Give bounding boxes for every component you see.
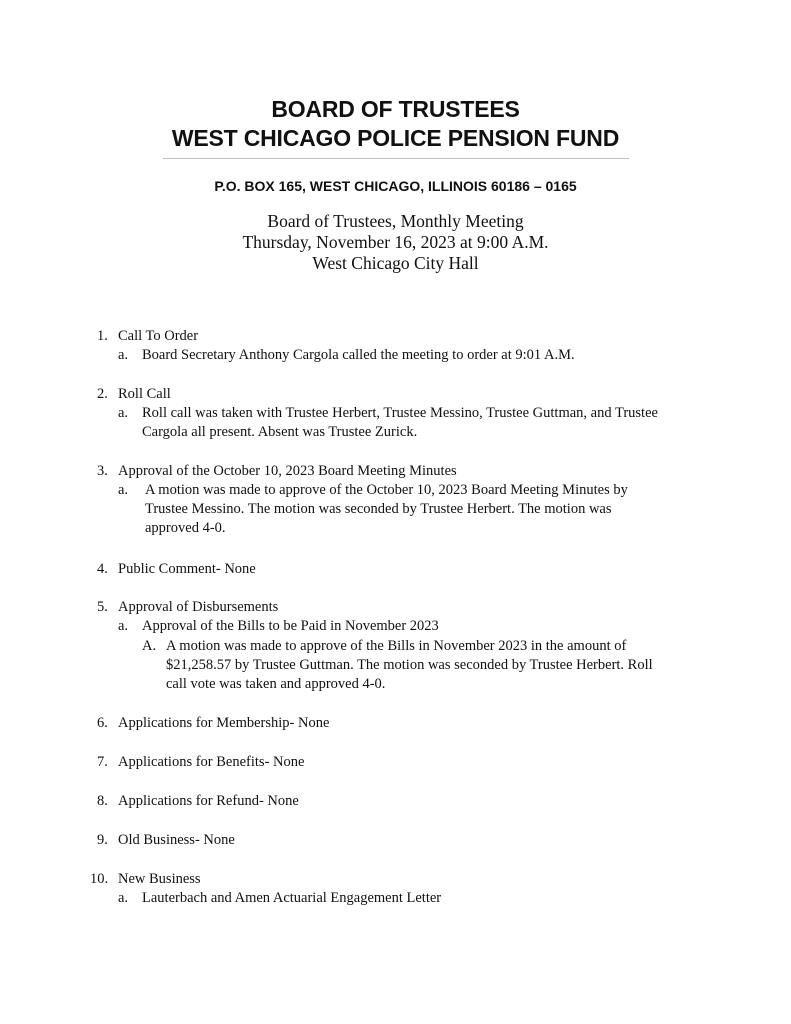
item-title-roll-call: Roll Call [118,386,171,402]
item-number: 1. [97,328,108,344]
sub-item-text: Trustee Messino. The motion was seconded by Trustee Herbert. The motion was [145,501,612,517]
sub-item-text: A motion was made to approve of the October 10, 2023 Board Meeting Minutes by [145,482,628,498]
mailing-address: P.O. BOX 165, WEST CHICAGO, ILLINOIS 60186 – 0165 [214,178,577,194]
sub-sub-item-text: A motion was made to approve of the Bills in November 2023 in the amount of [166,638,627,654]
meeting-name: Board of Trustees, Monthly Meeting [267,211,524,231]
sub-item-text: Lauterbach and Amen Actuarial Engagement Letter [142,890,442,906]
item-title-public-comment: Public Comment- None [118,561,256,577]
item-number: 6. [97,715,108,731]
meeting-date: Thursday, November 16, 2023 at 9:00 A.M. [242,232,549,252]
sub-sub-item-text: call vote was taken and approved 4-0. [166,676,386,692]
sub-item-marker: a. [118,405,129,421]
item-title-new-business: New Business [118,871,201,887]
item-number: 4. [97,561,108,577]
meeting-location: West Chicago City Hall [312,253,479,273]
item-number: 10. [90,871,109,887]
item-title-call-to-order: Call To Order [118,328,199,344]
board-title: BOARD OF TRUSTEES [271,96,520,122]
sub-item-text: approved 4-0. [145,520,226,536]
sub-item-marker: a. [118,347,129,363]
sub-sub-item-text: $21,258.57 by Trustee Guttman. The motion was seconded by Trustee Herbert. Roll [166,657,653,673]
fund-title: WEST CHICAGO POLICE PENSION FUND [171,125,620,151]
sub-item-marker: a. [118,890,129,906]
sub-item-text: Roll call was taken with Trustee Herbert, Trustee Messino, Trustee Guttman, and Trustee [142,405,658,421]
item-title-minutes-approval: Approval of the October 10, 2023 Board Meeting Minutes [118,463,457,479]
sub-item-marker: a. [118,618,129,634]
item-number: 8. [97,793,108,809]
sub-item-text: Board Secretary Anthony Cargola called the meeting to order at 9:01 A.M. [142,347,575,363]
sub-sub-item-marker: A. [142,638,157,654]
sub-item-marker: a. [118,482,129,498]
sub-item-text: Cargola all present. Absent was Trustee Zurick. [142,424,418,440]
item-title-membership: Applications for Membership- None [118,715,330,731]
header-divider [163,158,629,159]
item-number: 2. [97,386,108,402]
item-title-old-business: Old Business- None [118,832,235,848]
item-number: 3. [97,463,108,479]
item-number: 5. [97,599,108,615]
item-number: 9. [97,832,108,848]
item-number: 7. [97,754,108,770]
item-title-benefits: Applications for Benefits- None [118,754,305,770]
sub-item-text: Approval of the Bills to be Paid in November 2023 [142,618,439,634]
item-title-disbursements: Approval of Disbursements [118,599,279,615]
item-title-refund: Applications for Refund- None [118,793,299,809]
